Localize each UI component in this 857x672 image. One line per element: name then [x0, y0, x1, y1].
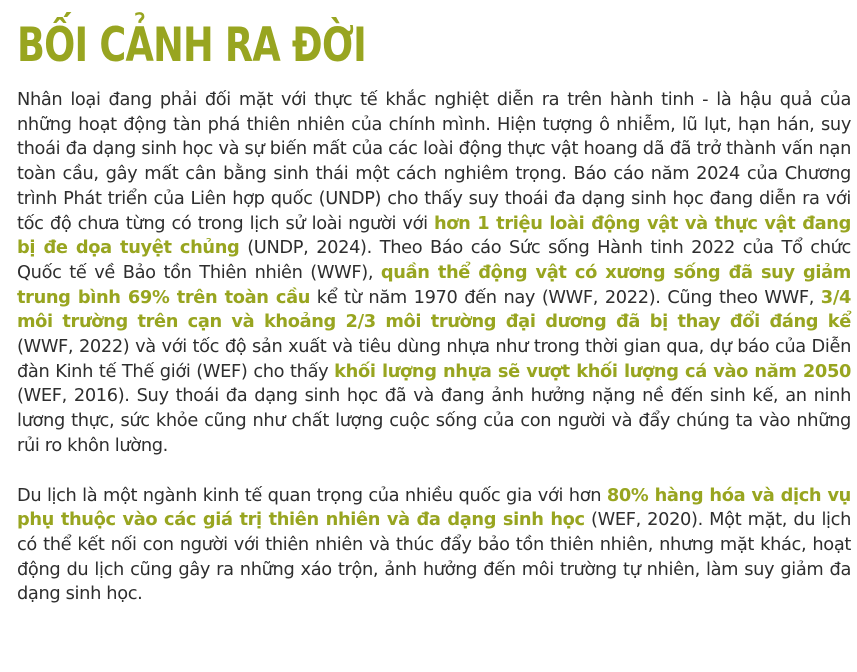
paragraph-text: Nhân loại đang phải đối mặt với thực tế khắc nghiệt diễn ra trên hành tinh - là hậu quả của những hoạt động tàn phá thiên nhiên của chính mình. Hiện tượng ô nhiễm, lũ lụt, hạn hán, suy thoái đa dạng sinh học và sự biến mất của các loài động thực vật hoang dã đã trở thành vấn nạn toàn cầu, gây mất cân bằng sinh thái một cách nghiêm trọng. Báo cáo năm 2024 của Chương trình Phát triển của Liên hợp quốc (UNDP) cho thấy suy thoái đa dạng sinh học đang diễn ra với tốc độ chưa từng có trong lịch sử loài người với [17, 89, 851, 234]
highlighted-statistic: 3/4 môi trường trên cạn và khoảng 2/3 môi trường đại dương đã bị thay đổi đáng kể [17, 286, 851, 333]
paragraph-text: (WEF, 2016). Suy thoái đa dạng sinh học đã và đang ảnh hưởng nặng nề đến sinh kế, an ninh lương thực, sức khỏe cũng như chất lượng cuộc sống của con người và đẩy chúng ta vào những rủi ro khôn lường. [17, 385, 851, 456]
paragraph-tourism [17, 484, 851, 608]
paragraph-text: (UNDP, 2024). Theo Báo cáo Sức sống Hành tinh 2022 của Tổ chức Quốc tế về Bảo tồn Thiên nhiên (WWF), [17, 237, 851, 283]
section-heading: BỐI CẢNH RA ĐỜI [17, 18, 366, 73]
paragraph-text: Du lịch là một ngành kinh tế quan trọng của nhiều quốc gia với hơn [17, 484, 607, 506]
paragraph-text: (WEF, 2020). Một mặt, du lịch có thể kết nối con người với thiên nhiên và thúc đẩy bảo tồn thiên nhiên, nhưng mặt khác, hoạt động du lịch cũng gây ra những xáo trộn, ảnh hưởng đến môi trường tự nhiên, làm suy giảm đa dạng sinh học. [17, 509, 851, 605]
paragraph-text: kể từ năm 1970 đến nay (WWF, 2022). Cũng theo WWF, [310, 286, 821, 308]
highlighted-statistic: hơn 1 triệu loài động vật và thực vật đang bị đe dọa tuyệt chủng [17, 212, 851, 259]
highlighted-statistic: 80% hàng hóa và dịch vụ phụ thuộc vào các giá trị thiên nhiên và đa dạng sinh học [17, 484, 851, 531]
paragraph-text: (WWF, 2022) và với tốc độ sản xuất và tiêu dùng nhựa như trong thời gian qua, dự báo của Diễn đàn Kinh tế Thế giới (WEF) cho thấy [17, 336, 851, 382]
highlighted-statistic: quần thể động vật có xương sống đã suy giảm trung bình 69% trên toàn cầu [17, 261, 851, 308]
document-page [17, 0, 851, 607]
highlighted-statistic: khối lượng nhựa sẽ vượt khối lượng cá vào năm 2050 [334, 360, 852, 382]
paragraph-context [17, 88, 851, 459]
